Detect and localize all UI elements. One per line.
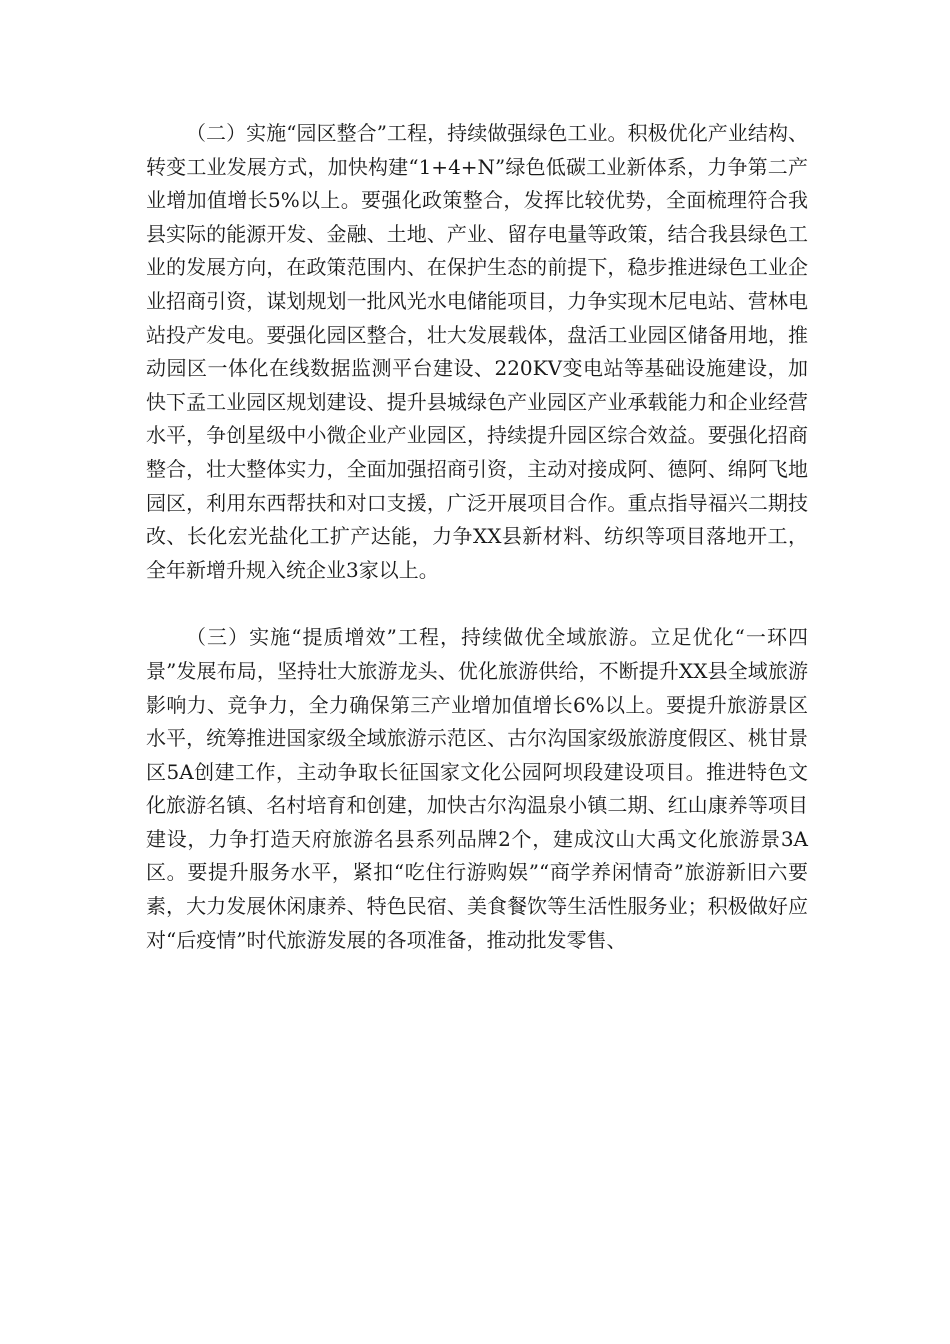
document-body bbox=[146, 117, 808, 957]
paragraph-tourism: （三）实施“提质增效”工程，持续做优全域旅游。立足优化“一环四景”发展布局，坚持壮大旅游龙头、优化旅游供给，不断提升XX县全域旅游影响力、竞争力，全力确保第三产业增加值增长6%以上。要提升旅游景区水平，统筹推进国家级全域旅游示范区、古尔沟国家级旅游度假区、桃甘景区5A创建工作，主动争取长征国家文化公园阿坝段建设项目。推进特色文化旅游名镇、名村培育和创建，加快古尔沟温泉小镇二期、红山康养等项目建设，力争打造天府旅游名县系列品牌2个，建成汶山大禹文化旅游景3A区。要提升服务水平，紧扣“吃住行游购娱”“商学养闲情奇”旅游新旧六要素，大力发展休闲康养、特色民宿、美食餐饮等生活性服务业；积极做好应对“后疫情”时代旅游发展的各项准备，推动批发零售、 bbox=[146, 625, 808, 952]
paragraph-green-industry: （二）实施“园区整合”工程，持续做强绿色工业。积极优化产业结构、转变工业发展方式，加快构建“1+4+N”绿色低碳工业新体系，力争第二产业增加值增长5%以上。要强化政策整合，发挥比较优势，全面梳理符合我县实际的能源开发、金融、土地、产业、留存电量等政策，结合我县绿色工业的发展方向，在政策范围内、在保护生态的前提下，稳步推进绿色工业企业招商引资，谋划规划一批风光水电储能项目，力争实现木尼电站、营林电站投产发电。要强化园区整合，壮大发展载体，盘活工业园区储备用地，推动园区一体化在线数据监测平台建设、220KV变电站等基础设施建设，加快下孟工业园区规划建设、提升县城绿色产业园区产业承载能力和企业经营水平，争创星级中小微企业产业园区，持续提升园区综合效益。要强化招商整合，壮大整体实力，全面加强招商引资，主动对接成阿、德阿、绵阿飞地园区，利用东西帮扶和对口支援，广泛开展项目合作。重点指导福兴二期技改、长化宏光盐化工扩产达能，力争XX县新材料、纺织等项目落地开工，全年新增升规入统企业3家以上。 bbox=[146, 121, 808, 582]
